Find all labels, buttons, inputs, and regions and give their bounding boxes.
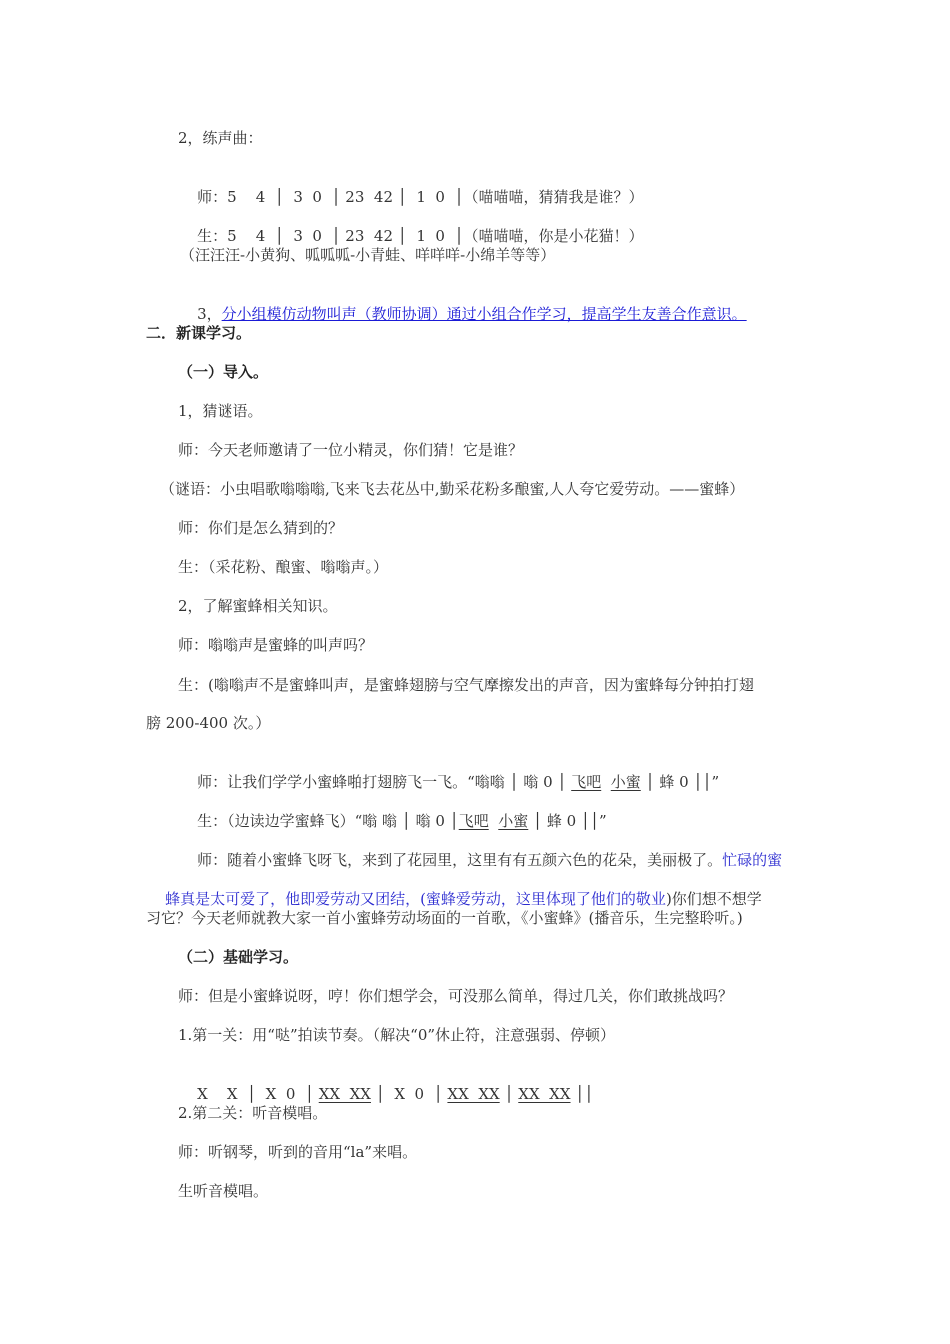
teacher-garden-narration-end: 习它？今天老师就教大家一首小蜜蜂劳动场面的一首歌，《小蜜蜂》(播音乐，生完整聆听。) [146,909,743,927]
rhythm-underlined-group: XX XX [318,1085,371,1103]
section-new-lesson: 二．新课学习。 [146,324,252,342]
teacher-riddle-prompt: 师：今天老师邀请了一位小精灵，你们猜！它是谁？ [178,441,524,459]
animal-sounds-note: （汪汪汪-小黄狗、呱呱呱-小青蛙、咩咩咩-小绵羊等等） [180,246,556,264]
riddle-text: （谜语：小虫唱歌嗡嗡嗡,飞来飞去花丛中,勤采花粉多酿蜜,人人夸它爱劳动。——蜜蜂） [160,480,745,498]
teacher-challenge: 师：但是小蜜蜂说呀，哼！你们想学会，可没那么简单，得过几关，你们敢挑战吗？ [178,987,734,1005]
rhythm-underlined-group: XX XX [447,1085,500,1103]
teacher-garden-narration: 师：随着小蜜蜂飞呀飞，来到了花园里，这里有有五颜六色的花朵，美丽极了。忙碌的蜜 [197,851,783,869]
rhythm-underlined-word: 小蜜 [610,773,641,791]
student-answer: 生：（采花粉、酿蜜、嗡嗡声。） [178,558,389,576]
student-buzz-explanation: 生：(嗡嗡声不是蜜蜂叫声，是蜜蜂翅膀与空气摩擦发出的声音，因为蜜蜂每分钟拍打翅 [178,676,754,694]
student-fly-rhythm: 生：（边读边学蜜蜂飞）“嗡 嗡 │ 嗡 0 │飞吧 小蜜 │ 蜂 0 ││” [197,812,607,830]
teacher-buzz-question: 师：嗡嗡声是蜜蜂的叫声吗？ [178,636,374,654]
student-imitation: 生听音模唱。 [178,1182,269,1200]
rhythm-underlined-word: 小蜜 [498,812,529,830]
bee-knowledge-heading: 2，了解蜜蜂相关知识。 [178,597,338,615]
teacher-score-line: 师：5 4 │ 3 0 │ 23 42 │ 1 0 │（喵喵喵，猜猜我是谁？） [197,188,644,206]
student-buzz-explanation-cont: 膀 200-400 次。） [146,714,271,732]
practice-song-heading: 2，练声曲： [178,129,263,147]
subsection-intro: （一）导入。 [178,363,269,381]
rhythm-underlined-word: 飞吧 [571,773,602,791]
rhythm-underlined-word: 飞吧 [458,812,489,830]
student-score-line: 生：5 4 │ 3 0 │ 23 42 │ 1 0 │（喵喵喵，你是小花猫！） [197,227,644,245]
subsection-basic-learning: （二）基础学习。 [178,948,299,966]
riddle-heading: 1，猜谜语。 [178,402,263,420]
group-activity-number: 3， [197,305,222,323]
teacher-question: 师：你们是怎么猜到的？ [178,519,344,537]
teacher-garden-narration-cont: 蜂真是太可爱了，他即爱劳动又团结，(蜜蜂爱劳动，这里体现了他们的敬业)你们想不想学 [165,890,762,908]
rhythm-underlined-group: XX XX [518,1085,571,1103]
teacher-fly-rhythm: 师：让我们学学小蜜蜂啪打翅膀飞一飞。“嗡嗡 │ 嗡 0 │ 飞吧 小蜜 │ 蜂 0 ││” [197,773,720,791]
highlighted-text: 蜂真是太可爱了，他即爱劳动又团结，(蜜蜂爱劳动，这里体现了他们的敬业 [165,890,666,908]
group-activity-line [178,284,747,344]
teacher-piano-instruction: 师：听钢琴，听到的音用“la”来唱。 [178,1143,418,1161]
highlighted-text: 忙碌的蜜 [722,851,783,869]
rhythm-pattern: X X │ X 0 │ XX XX │ X 0 │ XX XX │ XX XX ││ [197,1085,594,1103]
level-one-heading: 1.第一关：用“哒”拍读节奏。（解决“0”休止符，注意强弱、停顿） [178,1026,616,1044]
group-activity-link[interactable]: 分小组模仿动物叫声（教师协调）通过小组合作学习，提高学生友善合作意识。 [221,305,747,323]
level-two-heading: 2.第二关：听音模唱。 [178,1104,328,1122]
